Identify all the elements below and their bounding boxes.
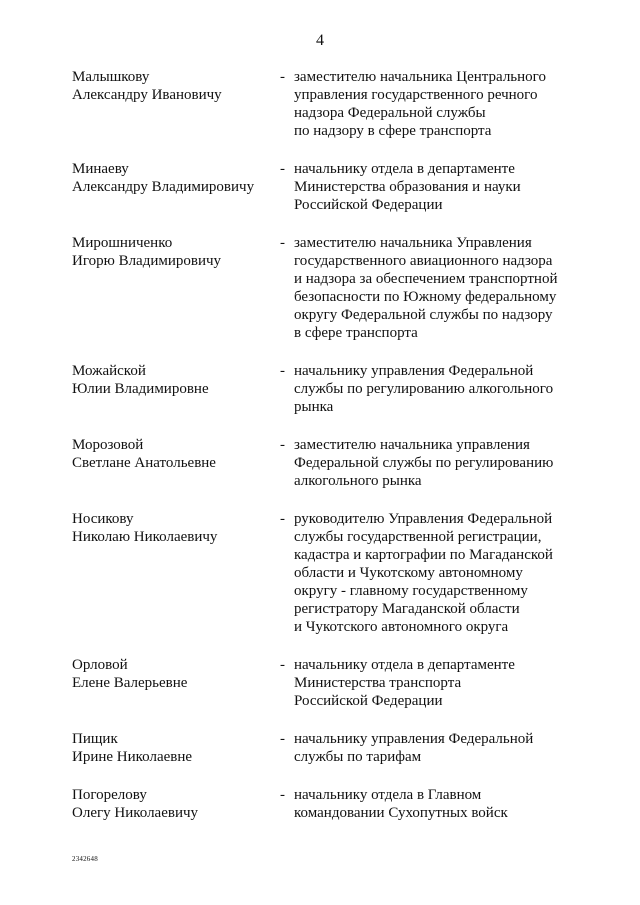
list-item <box>72 510 572 636</box>
dash-separator: - <box>280 161 285 177</box>
list-item <box>72 234 572 342</box>
dash-separator: - <box>280 511 285 527</box>
position-description: начальнику управления Федеральной службы по тарифам <box>294 731 534 765</box>
position-description: начальнику отдела в Главном командовании Сухопутных войск <box>294 787 508 821</box>
dash-separator: - <box>280 235 285 251</box>
position-description: начальнику отдела в департаменте Министерства транспорта Российской Федерации <box>294 657 515 709</box>
person-name: Пищик Ирине Николаевне <box>72 731 193 765</box>
person-name: Мирошниченко Игорю Владимировичу <box>72 235 222 269</box>
person-name: Морозовой Светлане Анатольевне <box>72 437 216 471</box>
person-name: Малышкову Александру Ивановичу <box>72 69 222 103</box>
dash-separator: - <box>280 787 285 803</box>
dash-separator: - <box>280 731 285 747</box>
list-item <box>72 68 572 140</box>
position-description: заместителю начальника Центрального управления государственного речного надзора Федеральной службы по надзору в сфере транспорта <box>294 69 546 139</box>
position-description: заместителю начальника управления Федеральной службы по регулированию алкогольного рынка <box>294 437 554 489</box>
position-description: заместителю начальника Управления государственного авиационного надзора и надзора за обеспечением транспортной безопасности по Южному федеральному округу Федеральной службы по надзору в сфере транспорта <box>294 235 558 341</box>
dash-separator: - <box>280 69 285 85</box>
list-item <box>72 362 572 416</box>
person-name: Можайской Юлии Владимировне <box>72 363 209 397</box>
person-name: Носикову Николаю Николаевичу <box>72 511 218 545</box>
position-description: начальнику отдела в департаменте Министерства образования и науки Российской Федерации <box>294 161 521 213</box>
position-description: начальнику управления Федеральной службы по регулированию алкогольного рынка <box>294 363 554 415</box>
page-number: 4 <box>316 32 324 49</box>
list-item <box>72 786 572 822</box>
person-name: Орловой Елене Валерьевне <box>72 657 188 691</box>
dash-separator: - <box>280 657 285 673</box>
appointment-list <box>72 68 572 822</box>
list-item <box>72 160 572 214</box>
person-name: Минаеву Александру Владимировичу <box>72 161 255 195</box>
list-item <box>72 436 572 490</box>
dash-separator: - <box>280 437 285 453</box>
person-name: Погорелову Олегу Николаевичу <box>72 787 199 821</box>
list-item <box>72 730 572 766</box>
list-item <box>72 656 572 710</box>
position-description: руководителю Управления Федеральной службы государственной регистрации, кадастра и картографии по Магаданской области и Чукотскому автономному округу - главному государственному регистратору Магаданской области и Чукотского автономного округа <box>294 511 553 635</box>
dash-separator: - <box>280 363 285 379</box>
document-code: 2342648 <box>72 855 98 863</box>
